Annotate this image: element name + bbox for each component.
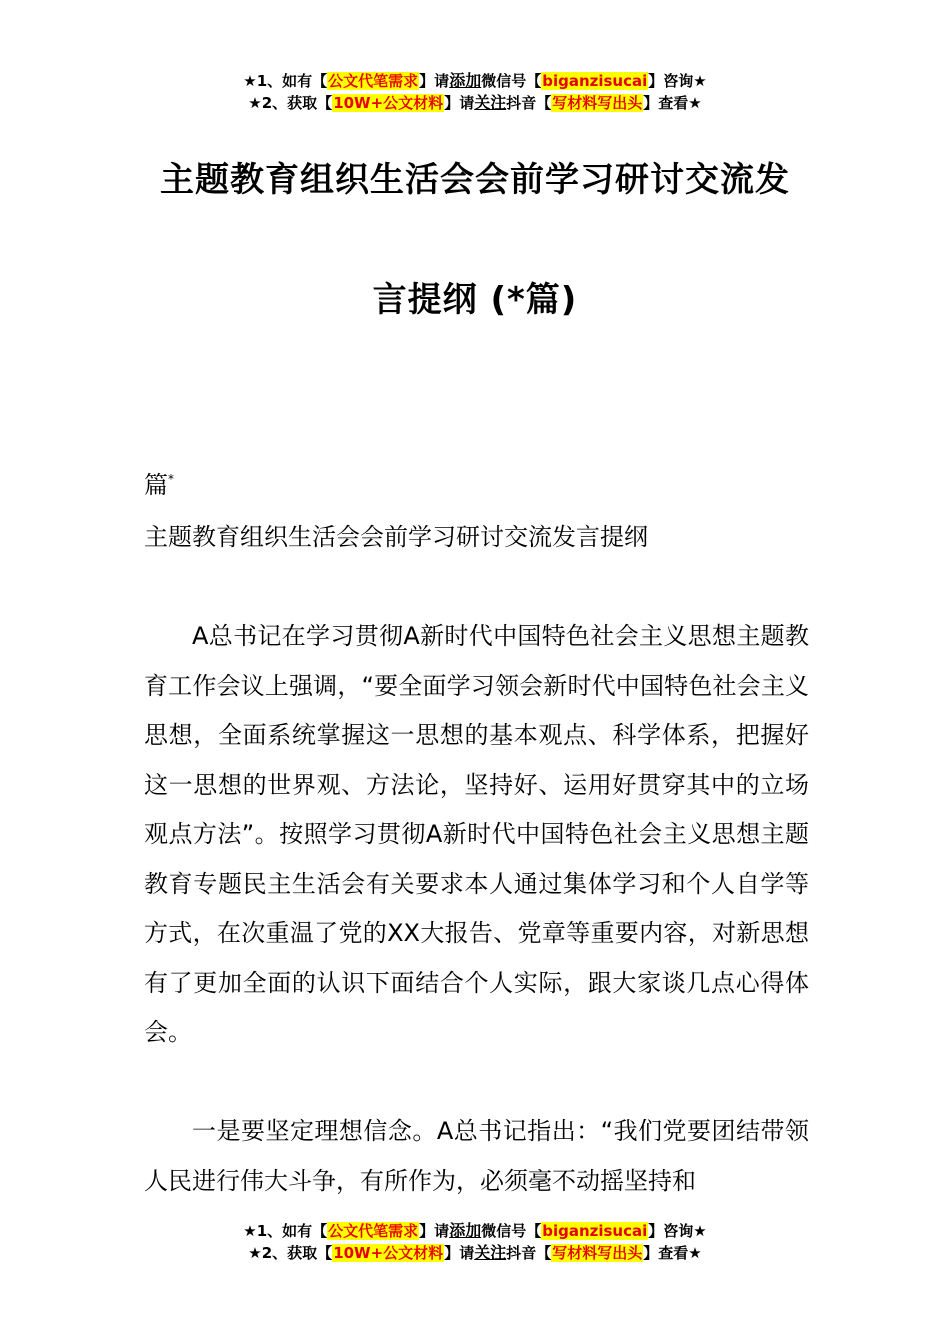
body-paragraph-1: A总书记在学习贯彻A新时代中国特色社会主义思想主题教育工作会议上强调，“要全面学习领会新时代中国特色社会主义思想，全面系统掌握这一思想的基本观点、科学体系，把握好这一思想的世界观、方法论，坚持好、运用好贯穿其中的立场观点方法”。按照学习贯彻A新时代中国特色社会主义思想主题教育专题民主生活会有关要求本人通过集体学习和个人自学等方式，在次重温了党的XX大报告、党章等重要内容，对新思想有了更加全面的认识下面结合个人实际，跟大家谈几点心得体会。 (144, 622, 809, 1046)
footer-line-2: ★2、获取【10W+公文材料】请关注抖音【写材料写出头】查看★ (248, 1243, 702, 1262)
document-title-line-1: 主题教育组织生活会会前学习研讨交流发 (160, 160, 790, 200)
highlight-service: 公文代笔需求 (328, 1222, 419, 1240)
section-label: 篇* (144, 471, 174, 499)
highlight-service: 公文代笔需求 (328, 72, 419, 90)
footer-line-1: ★1、如有【公文代笔需求】请添加微信号【biganzisucai】咨询★ (243, 1221, 707, 1240)
highlight-douyin: 写材料写出头 (552, 1244, 643, 1262)
section-subtitle: 主题教育组织生活会会前学习研讨交流发言提纲 (144, 523, 648, 551)
banner-line-1: ★1、如有【公文代笔需求】请添加微信号【biganzisucai】咨询★ (243, 71, 707, 90)
highlight-wechat-id: biganzisucai (542, 1222, 648, 1240)
highlight-materials: 10W+公文材料 (333, 94, 444, 112)
banner-line-2: ★2、获取【10W+公文材料】请关注抖音【写材料写出头】查看★ (248, 93, 702, 112)
section-mark: * (168, 472, 174, 486)
header-banner (0, 70, 950, 114)
body-paragraph-2: 一是要坚定理想信念。A总书记指出：“我们党要团结带领人民进行伟大斗争，有所作为，必须毫不动摇坚持和 (144, 1117, 809, 1195)
footer-banner (0, 1220, 950, 1264)
highlight-materials: 10W+公文材料 (333, 1244, 444, 1262)
highlight-wechat-id: biganzisucai (542, 72, 648, 90)
highlight-douyin: 写材料写出头 (552, 94, 643, 112)
document-title-line-2: 言提纲 (*篇) (372, 280, 578, 320)
